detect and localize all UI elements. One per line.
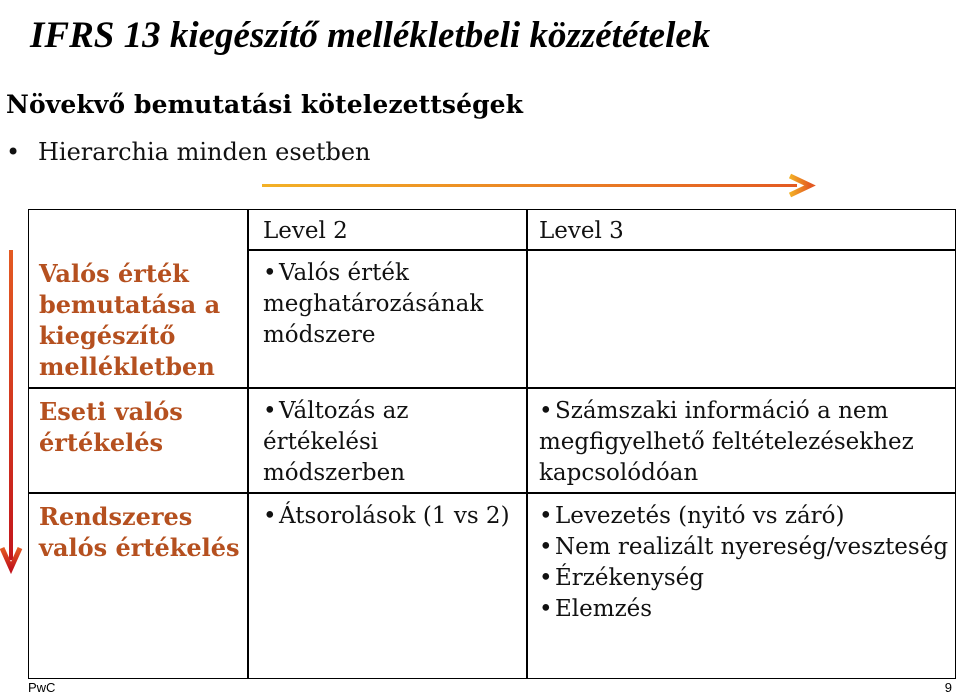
cell-text: Valós érték meghatározásának módszere xyxy=(263,260,484,348)
cell-text: Számszaki információ a nem megfigyelhető feltételezésekhez kapcsolódóan xyxy=(539,398,914,486)
cell-r3-level3 xyxy=(539,501,954,625)
increasing-requirement-arrow-icon xyxy=(0,250,28,580)
column-header-level-3: Level 3 xyxy=(539,218,624,244)
bullet-icon: • xyxy=(539,565,553,591)
row-header-disclosure: Valós érték bemutatása a kiegészítő mellékletben xyxy=(39,259,221,381)
bullet-icon: • xyxy=(539,596,553,622)
slide-subtitle: Növekvő bemutatási kötelezettségek xyxy=(6,90,524,119)
increasing-level-arrow-icon xyxy=(262,170,822,200)
cell-r2-level3 xyxy=(539,396,949,489)
row-header-non-recurring: Eseti valós értékelés xyxy=(39,397,183,457)
slide-title: IFRS 13 kiegészítő mellékletbeli közzétételek xyxy=(30,15,711,56)
disclosure-table xyxy=(28,209,956,679)
row-header-recurring: Rendszeres valós értékelés xyxy=(39,502,240,562)
list-item: • Érzékenység xyxy=(539,563,954,594)
page-number: 9 xyxy=(944,680,952,695)
cell-r2-level2 xyxy=(263,396,463,489)
hierarchy-bullet-text: Hierarchia minden esetben xyxy=(38,138,371,166)
list-item: • Elemzés xyxy=(539,594,954,625)
bullet-icon: • xyxy=(6,138,21,166)
bullet-icon: • xyxy=(539,534,553,560)
cell-text: Változás az értékelési módszerben xyxy=(263,398,409,486)
hierarchy-bullet xyxy=(6,138,371,166)
bullet-icon: • xyxy=(539,503,553,529)
bullet-icon: • xyxy=(263,260,277,286)
cell-r1-level2 xyxy=(263,258,513,351)
bullet-icon: • xyxy=(263,503,277,529)
cell-r3-level2 xyxy=(263,501,523,532)
bullet-icon: • xyxy=(539,398,553,424)
list-item: • Nem realizált nyereség/veszteség xyxy=(539,532,954,563)
footer-brand: PwC xyxy=(28,680,56,695)
column-header-level-2: Level 2 xyxy=(263,218,348,244)
list-item: • Levezetés (nyitó vs záró) xyxy=(539,501,954,532)
cell-text: Átsorolások (1 vs 2) xyxy=(279,503,510,529)
bullet-icon: • xyxy=(263,398,277,424)
